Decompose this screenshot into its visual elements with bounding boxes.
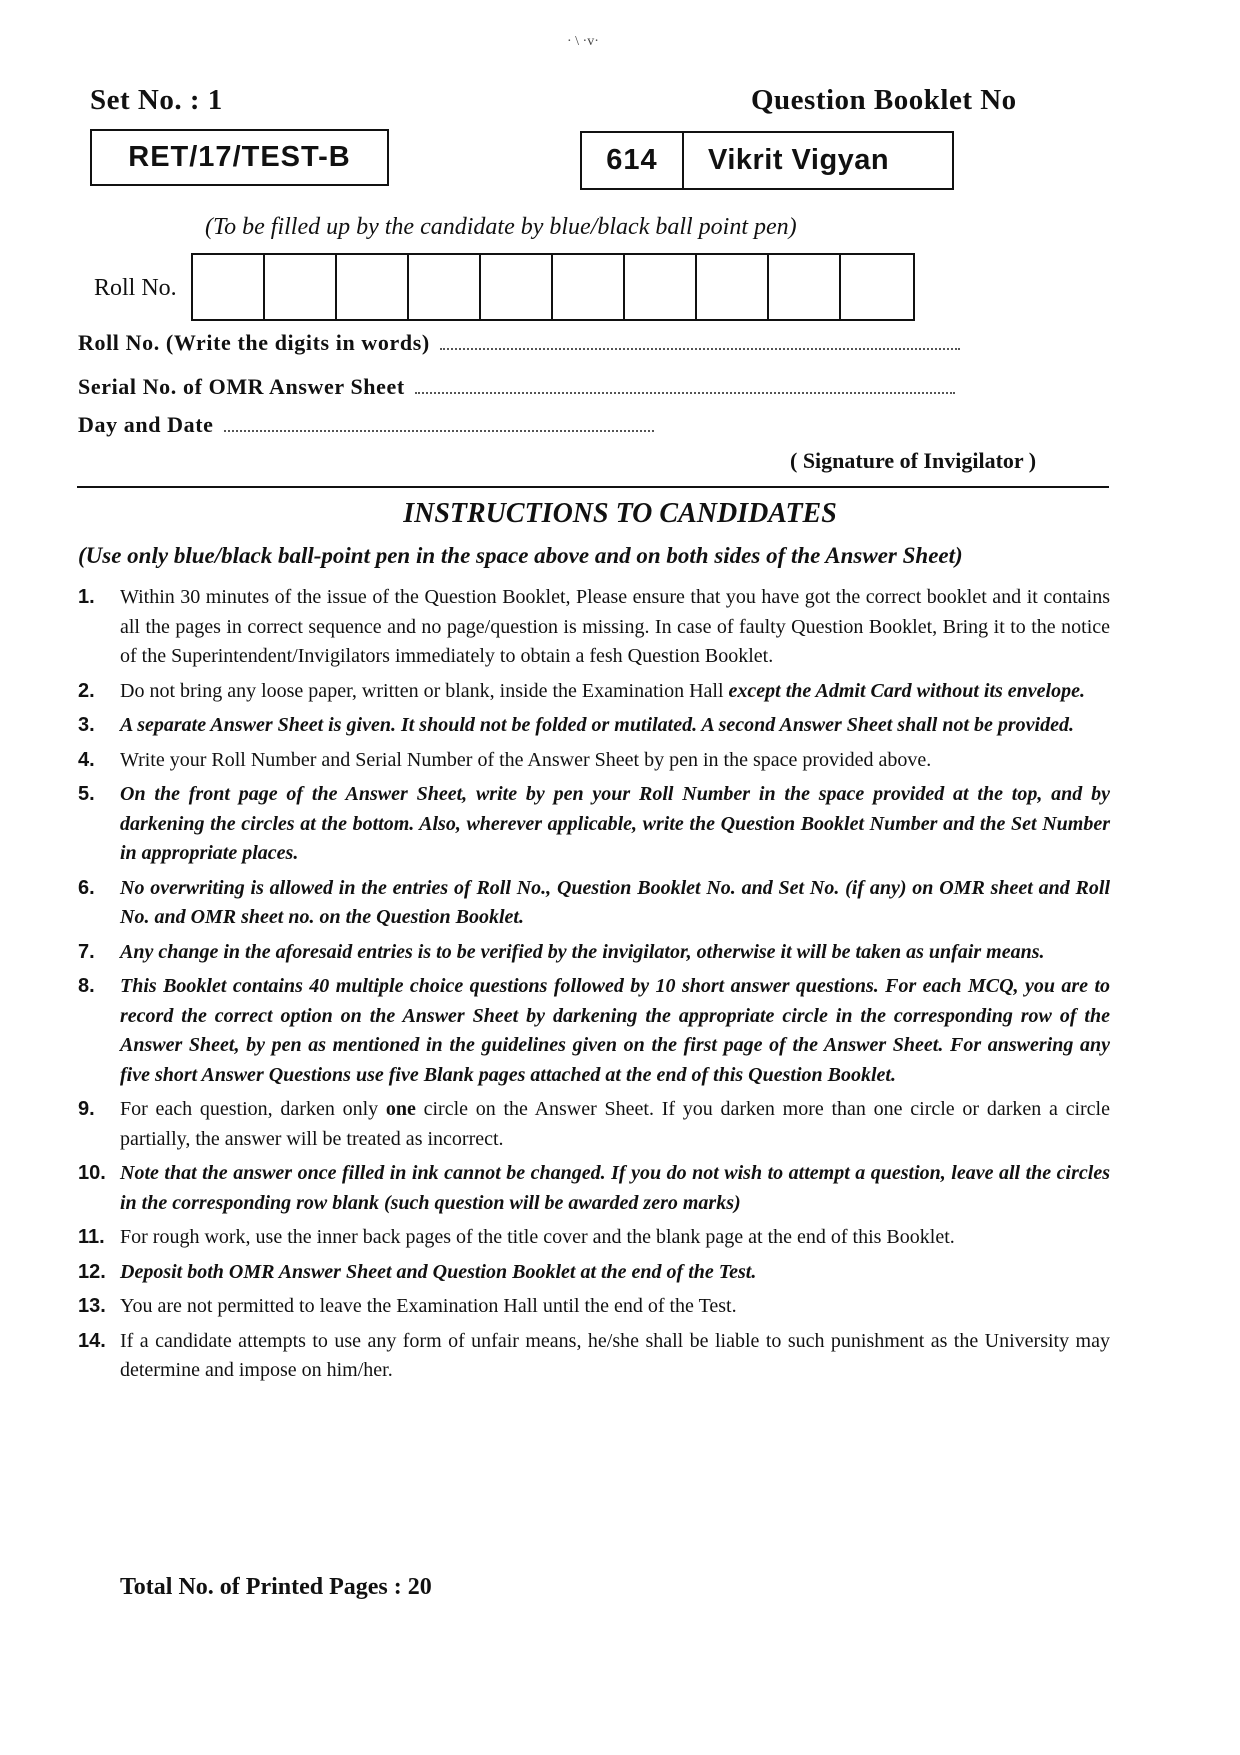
booklet-number-box xyxy=(580,131,954,190)
top-scribble-mark: · \ ·v· xyxy=(567,34,599,49)
instruction-number: 3. xyxy=(78,714,95,736)
day-date-field[interactable] xyxy=(224,429,654,432)
roll-digit-box[interactable] xyxy=(481,255,553,319)
instruction-text-emphasis: except the Admit Card without its envelope. xyxy=(728,679,1085,702)
instruction-text xyxy=(120,1095,1110,1154)
instruction-number: 7. xyxy=(78,940,95,963)
subject-name: Vikrit Vigyan xyxy=(708,144,890,176)
test-code-box: RET/17/TEST-B xyxy=(90,129,389,186)
omr-serial-label: Serial No. of OMR Answer Sheet xyxy=(78,374,405,399)
instruction-item xyxy=(78,1223,1110,1253)
instruction-item xyxy=(78,711,1110,741)
instruction-text: If a candidate attempts to use any form of unfair means, he/she shall be liable to such punishment as the University may determine and impose on him/her. xyxy=(120,1329,1110,1381)
instruction-text: Any change in the aforesaid entries is to be verified by the invigilator, otherwise it will be taken as unfair means. xyxy=(120,940,1045,963)
omr-serial-field[interactable] xyxy=(415,391,955,394)
instruction-text: Deposit both OMR Answer Sheet and Question Booklet at the end of the Test. xyxy=(120,1260,757,1283)
day-date-label: Day and Date xyxy=(78,412,214,437)
instruction-number: 5. xyxy=(78,783,95,805)
instruction-text: Write your Roll Number and Serial Number of the Answer Sheet by pen in the space provided above. xyxy=(120,748,932,771)
roll-digit-box[interactable] xyxy=(625,255,697,319)
roll-digit-box[interactable] xyxy=(769,255,841,319)
instructions-heading: INSTRUCTIONS TO CANDIDATES xyxy=(403,498,837,529)
instruction-item xyxy=(78,583,1110,672)
instructions-list xyxy=(78,583,1110,1391)
roll-no-grid[interactable] xyxy=(191,253,915,321)
roll-digit-box[interactable] xyxy=(553,255,625,319)
instruction-text-part: For each question, darken only xyxy=(120,1098,386,1120)
instruction-item xyxy=(78,1258,1110,1288)
booklet-number: 614 xyxy=(582,133,684,188)
instruction-number: 14. xyxy=(78,1329,106,1352)
total-printed-pages: Total No. of Printed Pages : 20 xyxy=(120,1574,432,1600)
roll-no-label: Roll No. xyxy=(94,275,177,301)
omr-serial-row xyxy=(78,374,955,400)
fill-note: (To be filled up by the candidate by blue/black ball point pen) xyxy=(205,214,797,240)
instruction-number: 12. xyxy=(78,1260,106,1283)
instruction-text: Within 30 minutes of the issue of the Question Booklet, Please ensure that you have got the correct booklet and it contains all the pages in correct sequence and no page/question is missing. In case of faulty Question Booklet, Bring it to the notice of the Superintendent/Invigilators immediately to obtain a fesh Question Booklet. xyxy=(120,586,1110,667)
instruction-text xyxy=(120,677,1110,707)
invigilator-signature-label: ( Signature of Invigilator ) xyxy=(790,448,1037,473)
roll-digit-box[interactable] xyxy=(337,255,409,319)
instruction-number: 1. xyxy=(78,586,95,608)
instruction-number: 4. xyxy=(78,748,95,771)
roll-digit-box[interactable] xyxy=(193,255,265,319)
instruction-text: Note that the answer once filled in ink cannot be changed. If you do not wish to attempt a question, leave all the circles in the corresponding row blank (such question will be awarded zero marks) xyxy=(120,1162,1110,1214)
instruction-text-part: circle on the Answer Sheet. If you darken more than one circle or darken a circle partially, the answer will be treated as incorrect. xyxy=(120,1098,1110,1150)
instruction-text: A separate Answer Sheet is given. It should not be folded or mutilated. A second Answer Sheet shall not be provided. xyxy=(120,714,1074,736)
roll-digit-box[interactable] xyxy=(697,255,769,319)
instruction-text: This Booklet contains 40 multiple choice questions followed by 10 short answer questions. For each MCQ, you are to record the correct option on the Answer Sheet by darkening the appropriate circle in the corresponding row of the Answer Sheet, by pen as mentioned in the guidelines given on the first page of the Answer Sheet. For answering any five short Answer Questions use five Blank pages attached at the end of this Question Booklet. xyxy=(120,975,1110,1086)
instruction-item xyxy=(78,1159,1110,1218)
instruction-item xyxy=(78,938,1110,968)
instruction-text: You are not permitted to leave the Examination Hall until the end of the Test. xyxy=(120,1295,737,1317)
instruction-text: No overwriting is allowed in the entries of Roll No., Question Booklet No. and Set No. (if any) on OMR sheet and Roll No. and OMR sheet no. on the Question Booklet. xyxy=(120,876,1110,928)
instruction-number: 13. xyxy=(78,1295,106,1317)
instruction-item xyxy=(78,677,1110,707)
instruction-text-part: Do not bring any loose paper, written or blank, inside the Examination Hall xyxy=(120,679,729,702)
roll-digit-box[interactable] xyxy=(265,255,337,319)
day-date-row xyxy=(78,412,654,438)
instruction-number: 9. xyxy=(78,1098,95,1120)
roll-digit-box[interactable] xyxy=(841,255,913,319)
instruction-item xyxy=(78,972,1110,1090)
instruction-number: 6. xyxy=(78,876,95,899)
roll-no-words-field[interactable] xyxy=(440,347,960,350)
instruction-item xyxy=(78,1095,1110,1154)
instruction-item xyxy=(78,1292,1110,1322)
instruction-text-emphasis: one xyxy=(385,1098,416,1120)
roll-no-words-row xyxy=(78,330,960,356)
instruction-item xyxy=(78,780,1110,869)
roll-no-words-label: Roll No. (Write the digits in words) xyxy=(78,330,430,355)
instruction-number: 8. xyxy=(78,975,95,997)
instruction-text: For rough work, use the inner back pages of the title cover and the blank page at the end of this Booklet. xyxy=(120,1226,955,1248)
question-booklet-label: Question Booklet No xyxy=(751,84,1017,116)
roll-digit-box[interactable] xyxy=(409,255,481,319)
instruction-item xyxy=(78,874,1110,933)
divider-line xyxy=(77,486,1109,488)
instruction-number: 10. xyxy=(78,1162,106,1184)
instruction-item xyxy=(78,746,1110,776)
instruction-text: On the front page of the Answer Sheet, write by pen your Roll Number in the space provided at the top, and by darkening the circles at the bottom. Also, wherever applicable, write the Question Booklet Number and the Set Number in appropriate places. xyxy=(120,783,1110,864)
instructions-subheading: (Use only blue/black ball-point pen in the space above and on both sides of the Answer Sheet) xyxy=(78,543,963,568)
instruction-item xyxy=(78,1327,1110,1386)
instruction-number: 2. xyxy=(78,679,95,702)
instruction-number: 11. xyxy=(78,1226,105,1248)
set-number: Set No. : 1 xyxy=(90,84,223,116)
